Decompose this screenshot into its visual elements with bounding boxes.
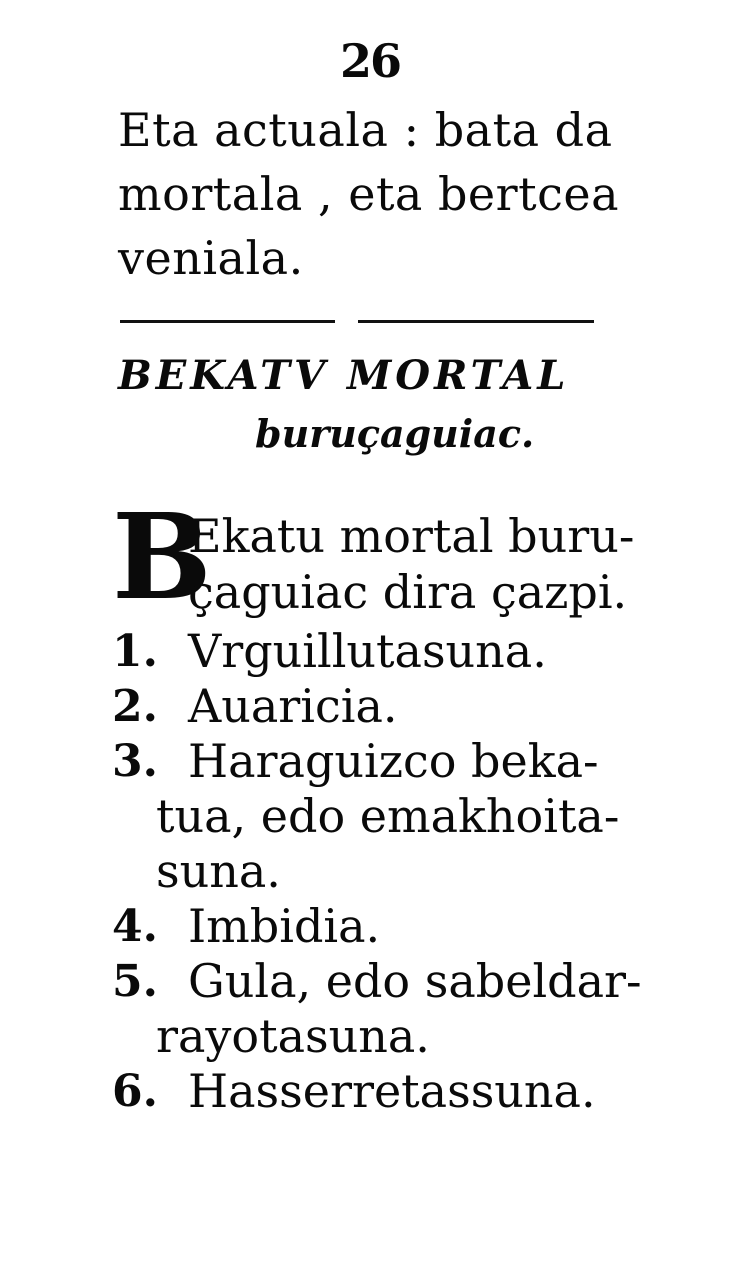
item-number: 2. xyxy=(112,681,158,732)
item-line: Hasserretassuna. xyxy=(188,1064,596,1118)
lead-paragraph xyxy=(188,508,635,620)
intro-paragraph xyxy=(118,98,618,290)
item-number: 4. xyxy=(112,901,158,952)
item-line: tua, edo emakhoita- xyxy=(156,789,620,843)
divider-rule-left xyxy=(120,320,335,323)
item-line: suna. xyxy=(156,844,281,898)
item-line: Auaricia. xyxy=(188,679,398,733)
item-number: 3. xyxy=(112,736,158,787)
drop-cap: B xyxy=(112,487,212,626)
section-heading: BEKATV MORTAL xyxy=(118,352,570,399)
intro-line: mortala , eta bertcea xyxy=(118,167,620,221)
list-item xyxy=(112,954,642,1064)
section-subheading: buruçaguiac. xyxy=(255,411,535,456)
divider-rule-right xyxy=(358,320,594,323)
list-item xyxy=(112,1064,622,1119)
item-number: 1. xyxy=(112,626,158,677)
section-divider xyxy=(120,320,594,324)
list-item xyxy=(112,624,622,679)
item-number: 6. xyxy=(112,1066,158,1117)
deadly-sins-list xyxy=(112,624,642,1119)
item-line: Imbidia. xyxy=(188,899,381,953)
intro-line: veniala. xyxy=(118,231,304,285)
item-line: Vrguillutasuna. xyxy=(188,624,547,678)
list-item xyxy=(112,899,622,954)
list-item xyxy=(112,734,622,899)
page-number: 26 xyxy=(340,34,401,88)
list-item xyxy=(112,679,622,734)
item-line: rayotasuna. xyxy=(156,1009,430,1063)
lead-line: Ekatu mortal buru- xyxy=(188,509,635,563)
lead-line: çaguiac dira çazpi. xyxy=(188,565,628,619)
item-line: Haraguizco beka- xyxy=(188,734,599,788)
intro-line: Eta actuala : bata da xyxy=(118,103,613,157)
item-line: Gula, edo sabeldar- xyxy=(188,954,642,1008)
item-number: 5. xyxy=(112,956,158,1007)
